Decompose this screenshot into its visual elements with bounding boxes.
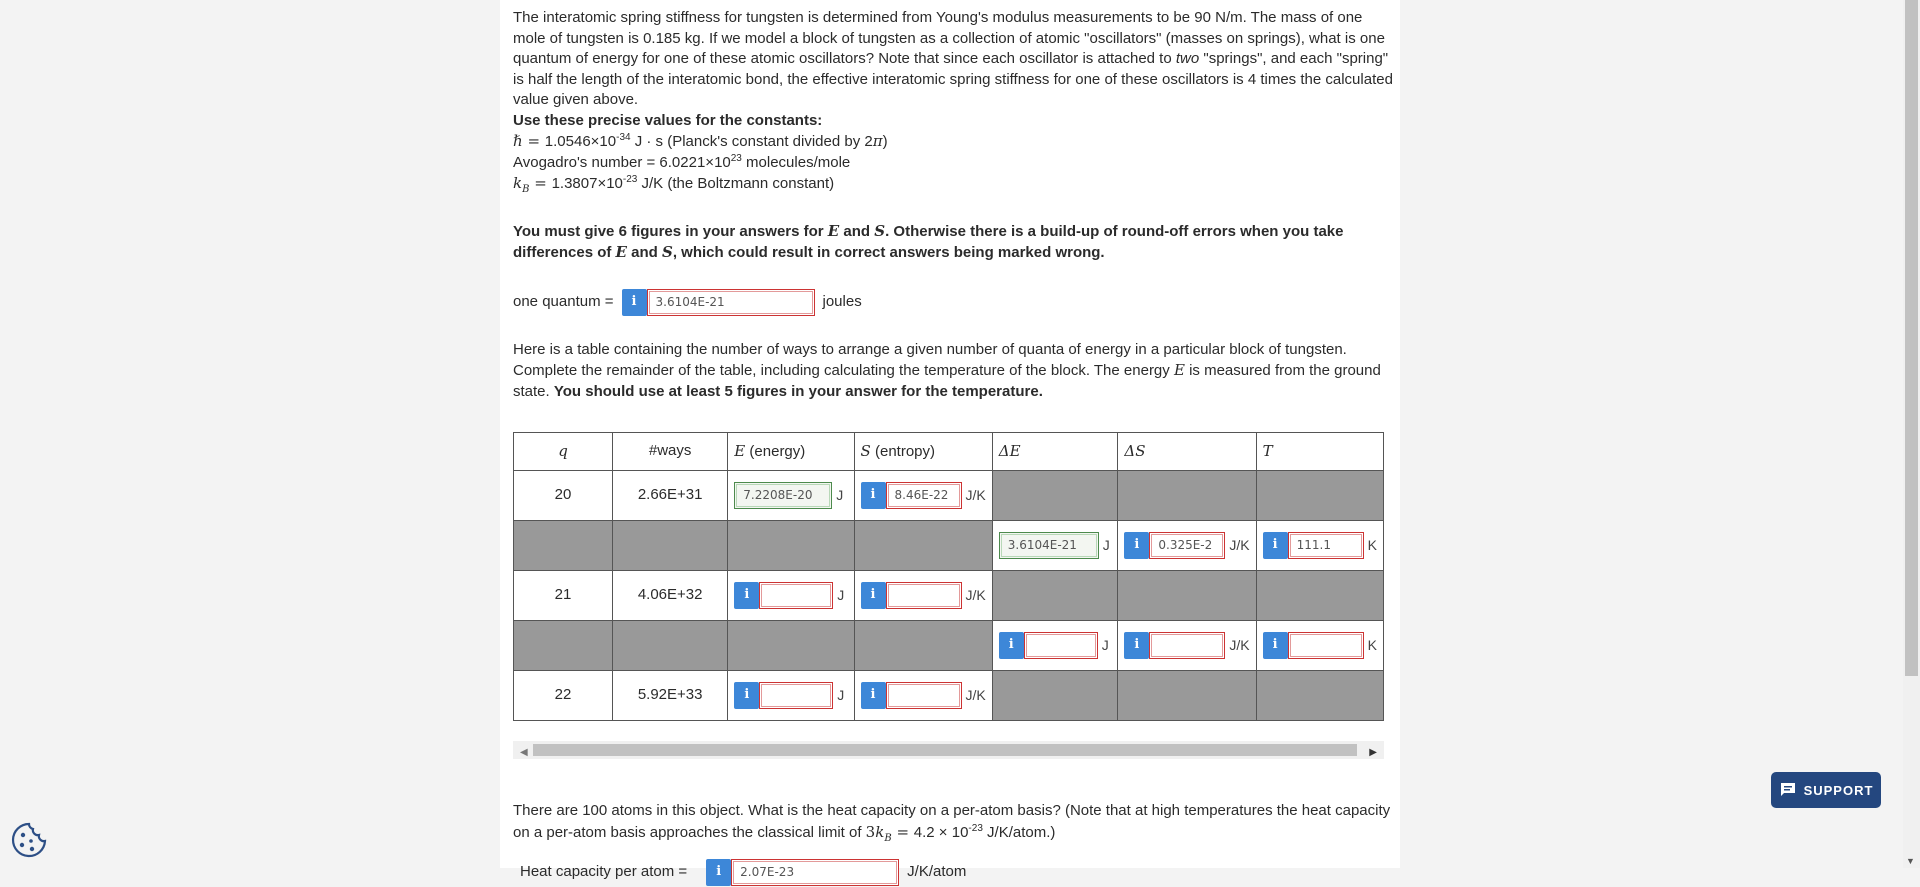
table-row xyxy=(514,621,1384,671)
cell-ways: 2.66E+31 xyxy=(613,471,728,521)
heat-capacity-question: There are 100 atoms in this object. What is the heat capacity on a per-atom basis? (Note that at high temperatures the heat capacity on a per-atom basis approaches the classical limit of $3k_B = 4.2 \times 10^{-23}$ J/K/atom.) xyxy=(513,802,1391,844)
info-icon[interactable]: i xyxy=(734,582,759,609)
cell-empty xyxy=(728,621,854,671)
constant-hbar: ℏ = $1.0546\times 10^{-34}$ J · s (Planck's constant divided by 2π) xyxy=(513,132,888,150)
table-horizontal-scrollbar[interactable] xyxy=(513,741,1384,759)
cell-energy: 7.2208E-20 J xyxy=(728,471,854,521)
cell-energy: i J xyxy=(728,671,854,721)
precision-warning: You must give 6 figures in your answers for E and S. Otherwise there is a build-up of round-off errors when you take differences of E and S, which could result in correct answers being marked wrong. xyxy=(513,221,1344,261)
info-icon[interactable]: i xyxy=(734,682,759,709)
one-quantum-row xyxy=(513,288,1393,318)
cell-entropy: i J/K xyxy=(854,671,992,721)
cookie-settings-icon[interactable] xyxy=(10,821,48,859)
cell-empty xyxy=(992,571,1118,621)
heat-capacity-row xyxy=(513,857,1393,887)
delta-e-input[interactable]: 3.6104E-21 xyxy=(999,532,1099,559)
header-ways: #ways xyxy=(613,433,728,471)
table-row xyxy=(514,671,1384,721)
chat-icon xyxy=(1779,781,1797,799)
cell-empty xyxy=(854,521,992,571)
cell-empty xyxy=(992,471,1118,521)
energy-input[interactable] xyxy=(759,582,833,609)
one-quantum-unit: joules xyxy=(822,293,862,311)
content-page xyxy=(500,0,1400,880)
header-energy: E (energy) xyxy=(728,433,854,471)
header-delta-s: ΔS xyxy=(1118,433,1256,471)
cell-empty xyxy=(613,521,728,571)
entropy-input[interactable]: 8.46E-22 xyxy=(886,482,962,509)
cell-ways: 5.92E+33 xyxy=(613,671,728,721)
info-icon[interactable]: i xyxy=(1263,632,1288,659)
cell-delta-e: 3.6104E-21 J xyxy=(992,521,1118,571)
one-quantum-label: one quantum = xyxy=(513,293,614,311)
cell-empty xyxy=(854,621,992,671)
energy-input[interactable]: 7.2208E-20 xyxy=(734,482,832,509)
entropy-input[interactable] xyxy=(886,582,962,609)
header-entropy: S (entropy) xyxy=(854,433,992,471)
table-row xyxy=(514,521,1384,571)
cell-energy: i J xyxy=(728,571,854,621)
cell-empty xyxy=(1256,671,1383,721)
scrollbar-thumb[interactable] xyxy=(533,744,1357,756)
cell-empty xyxy=(514,521,613,571)
ways-table xyxy=(513,432,1384,721)
header-delta-e: ΔE xyxy=(992,433,1118,471)
table-row xyxy=(514,571,1384,621)
header-temperature: T xyxy=(1256,433,1383,471)
scroll-down-icon[interactable]: ▼ xyxy=(1906,856,1915,866)
cell-empty xyxy=(728,521,854,571)
table-instructions: Here is a table containing the number of ways to arrange a given number of quanta of energy in a particular block of tungsten. Complete the remainder of the table, including calculating the temperature of the block. The energy E is measured from the ground state. You should use at least 5 figures in your answer for the temperature. xyxy=(513,340,1381,400)
cell-empty xyxy=(1118,571,1256,621)
info-icon[interactable]: i xyxy=(999,632,1024,659)
table-row xyxy=(514,471,1384,521)
cell-temperature: i 111.1 K xyxy=(1256,521,1383,571)
heat-capacity-unit: J/K/atom xyxy=(907,862,967,880)
cell-q: 21 xyxy=(514,571,613,621)
cell-empty xyxy=(613,621,728,671)
cell-entropy: i J/K xyxy=(854,571,992,621)
info-icon[interactable]: i xyxy=(861,482,886,509)
cell-temperature: i K xyxy=(1256,621,1383,671)
scroll-left-icon[interactable]: ◀ xyxy=(520,747,528,758)
support-button[interactable] xyxy=(1771,772,1881,808)
constant-avogadro: Avogadro's number = $6.0221\times 10^{23}$ molecules/mole xyxy=(513,152,851,171)
cell-empty xyxy=(514,621,613,671)
info-icon[interactable]: i xyxy=(861,582,886,609)
delta-s-input[interactable] xyxy=(1149,632,1225,659)
info-icon[interactable]: i xyxy=(1124,532,1149,559)
info-icon[interactable]: i xyxy=(622,289,647,316)
scrollbar-thumb[interactable] xyxy=(1905,0,1918,676)
cell-q: 20 xyxy=(514,471,613,521)
delta-e-input[interactable] xyxy=(1024,632,1098,659)
temperature-input[interactable]: 111.1 xyxy=(1288,532,1364,559)
cell-q: 22 xyxy=(514,671,613,721)
scroll-right-icon[interactable]: ▶ xyxy=(1369,747,1377,758)
cell-empty xyxy=(1256,571,1383,621)
constant-boltzmann: $k_B = 1.3807\times 10^{-23}$ J/K (the Boltzmann constant) xyxy=(513,174,835,195)
cell-ways: 4.06E+32 xyxy=(613,571,728,621)
info-icon[interactable]: i xyxy=(706,859,731,886)
info-icon[interactable]: i xyxy=(1263,532,1288,559)
info-icon[interactable]: i xyxy=(861,682,886,709)
support-label: SUPPORT xyxy=(1803,782,1874,798)
cell-delta-e: i J xyxy=(992,621,1118,671)
energy-input[interactable] xyxy=(759,682,833,709)
page-vertical-scrollbar[interactable] xyxy=(1903,0,1920,868)
cell-empty xyxy=(992,671,1118,721)
temperature-input[interactable] xyxy=(1288,632,1364,659)
info-icon[interactable]: i xyxy=(1124,632,1149,659)
heat-capacity-label: Heat capacity per atom = xyxy=(520,862,688,880)
header-q: q xyxy=(514,433,613,471)
one-quantum-input[interactable]: 3.6104E-21 xyxy=(647,289,815,316)
problem-content xyxy=(513,8,1393,887)
constants-heading: Use these precise values for the constants: xyxy=(513,111,823,129)
heat-capacity-input[interactable]: 2.07E-23 xyxy=(731,859,899,886)
cell-delta-s: i 0.325E-2 J/K xyxy=(1118,521,1256,571)
entropy-input[interactable] xyxy=(886,682,962,709)
problem-statement: The interatomic spring stiffness for tungsten is determined from Young's modulus measurements to be 90 N/m. The mass of one mole of tungsten is 0.185 kg. If we model a block of tungsten as a collection of atomic "oscillators" (masses on springs), what is one quantum of energy for one of these atomic oscillators? Note that since each oscillator is attached to two "springs", and each "spring" is half the length of the interatomic bond, the effective interatomic spring stiffness for one of these oscillators is 4 times the calculated value given above. xyxy=(513,9,1393,108)
cell-entropy: i 8.46E-22 J/K xyxy=(854,471,992,521)
delta-s-input[interactable]: 0.325E-2 xyxy=(1149,532,1225,559)
cell-empty xyxy=(1118,671,1256,721)
cell-empty xyxy=(1256,471,1383,521)
cell-delta-s: i J/K xyxy=(1118,621,1256,671)
table-header-row xyxy=(514,433,1384,471)
cell-empty xyxy=(1118,471,1256,521)
